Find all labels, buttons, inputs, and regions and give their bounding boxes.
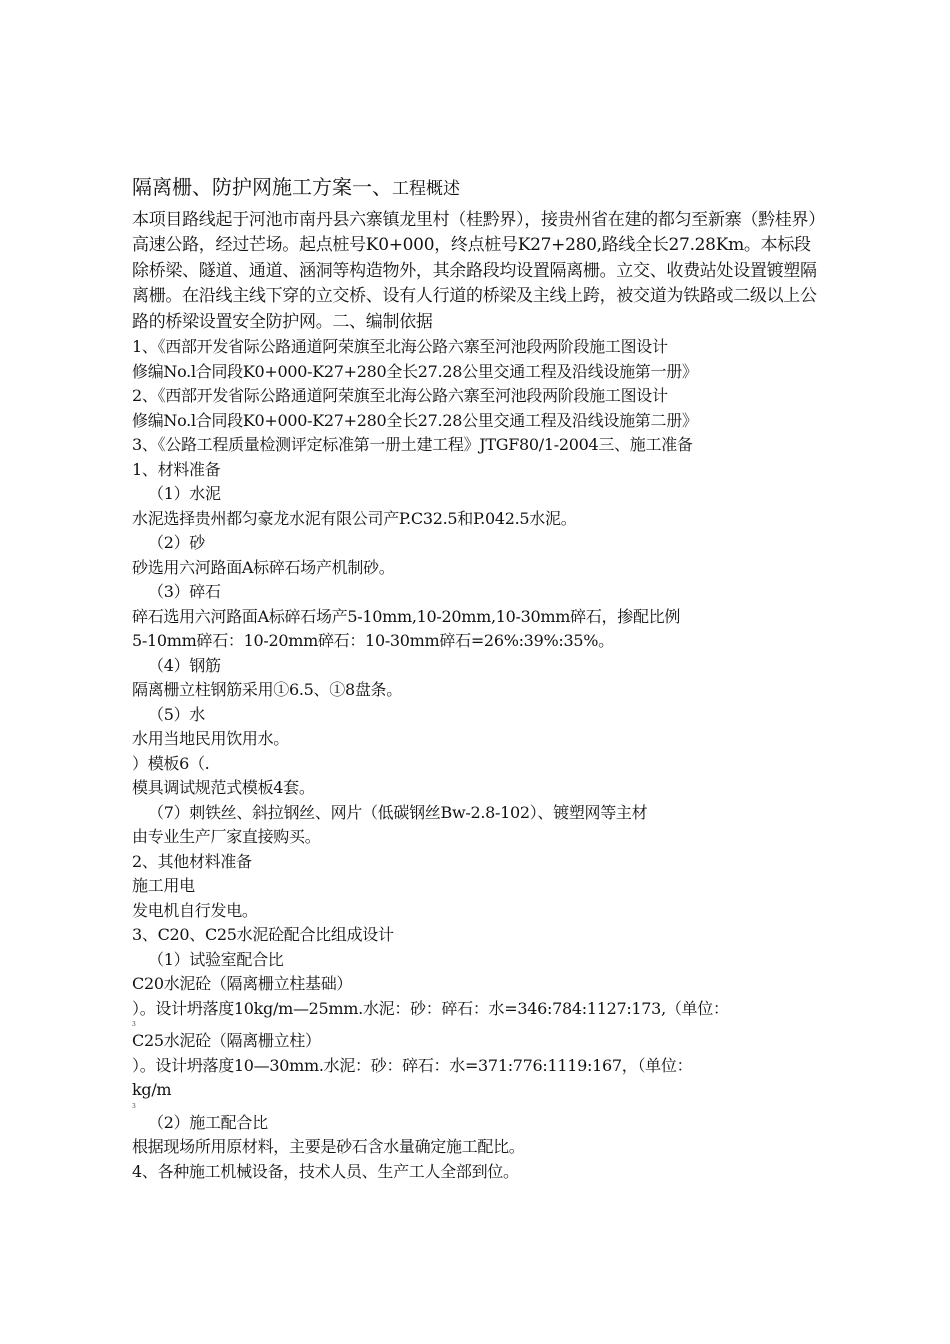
text-line: 5-10mm碎石：10-20mm碎石：10-30mm碎石=26%:39%:35%。 bbox=[132, 631, 614, 651]
text-line: 砂选用六河路面A标碎石场产机制砂。 bbox=[132, 557, 395, 577]
text-line: C25水泥砼（隔离栅立柱） bbox=[132, 1031, 321, 1051]
document-page bbox=[132, 172, 822, 1184]
text-line: C20水泥砼（隔离栅立柱基础） bbox=[132, 974, 353, 994]
text-line: 修编No.l合同段K0+000-K27+280全长27.28公里交通工程及沿线设施第二册》 bbox=[132, 410, 698, 430]
text-line: （4）钢筋 bbox=[148, 655, 221, 675]
text-line: 2、《西部开发省际公路通道阿荣旗至北海公路六寨至河池段两阶段施工图设计 bbox=[132, 386, 668, 406]
intro-paragraph: 本项目路线起于河池市南丹县六寨镇龙里村（桂黔界），接贵州省在建的都匀至新寨（黔桂界）高速公路，经过芒场。起点桩号K0+000，终点桩号K27+280,路线全长27.28Km。本标段除桥梁、隧道、通道、涵洞等构造物外，其余路段均设置隔离栅。立交、收费站处设置镀塑隔离栅。在沿线主线下穿的立交桥、设有人行道的桥梁及主线上跨，被交道为铁路或二级以上公路的桥梁设置安全防护网。二、编制依据 bbox=[132, 210, 817, 332]
text-line: 修编No.l合同段K0+000-K27+280全长27.28公里交通工程及沿线设施第一册》 bbox=[132, 361, 698, 381]
text-line: 1、《西部开发省际公路通道阿荣旗至北海公路六寨至河池段两阶段施工图设计 bbox=[132, 337, 668, 357]
text-line: 3、《公路工程质量检测评定标准第一册土建工程》JTGF80/1-2004三、施工准备 bbox=[132, 435, 693, 455]
document-title bbox=[132, 172, 822, 204]
text-line: 2、其他材料准备 bbox=[132, 851, 252, 871]
text-line: 模具调试规范式模板4套。 bbox=[132, 778, 315, 798]
text-line: （7）刺铁丝、斜拉钢丝、网片（低碳钢丝Bw-2.8-102）、镀塑网等主材 bbox=[148, 802, 648, 822]
text-line: ）。设计坍落度10kg/m—25mm.水泥：砂：碎石：水=346:784:1127:173,（单位： bbox=[132, 998, 729, 1018]
text-line: 3、C20、C25水泥砼配合比组成设计 bbox=[132, 925, 394, 945]
superscript-mark: 3 bbox=[132, 1021, 136, 1029]
text-line: （2）施工配合比 bbox=[148, 1112, 268, 1132]
superscript-mark: 3 bbox=[132, 1102, 136, 1110]
text-line: 4、各种施工机械设备，技术人员、生产工人全部到位。 bbox=[132, 1161, 519, 1181]
text-line: 根据现场所用原材料，主要是砂石含水量确定施工配比。 bbox=[132, 1137, 525, 1157]
text-line: （1）水泥 bbox=[148, 484, 221, 504]
text-line: 水用当地民用饮用水。 bbox=[132, 729, 290, 749]
title-sub: 工程概述 bbox=[392, 179, 460, 199]
text-line: 由专业生产厂家直接购买。 bbox=[132, 827, 321, 847]
text-line: （3）碎石 bbox=[148, 582, 221, 602]
text-line: 碎石选用六河路面A标碎石场产5-10mm,10-20mm,10-30mm碎石，掺配比例 bbox=[132, 606, 681, 626]
text-line: ）。设计坍落度10—30mm.水泥：砂：碎石：水=371:776:1119:167，（单位： bbox=[132, 1055, 693, 1075]
text-line: 隔离栅立柱钢筋采用①6.5、①8盘条。 bbox=[132, 680, 402, 700]
text-line: （2）砂 bbox=[148, 533, 205, 553]
text-line: （1）试验室配合比 bbox=[148, 949, 284, 969]
body-lines bbox=[132, 335, 822, 1184]
text-line: 施工用电 bbox=[132, 876, 195, 896]
text-line: （5）水 bbox=[148, 704, 205, 724]
text-line: 发电机自行发电。 bbox=[132, 900, 258, 920]
text-line: ）模板6（. bbox=[132, 753, 210, 773]
title-main: 隔离栅、防护网施工方案一、 bbox=[132, 175, 392, 199]
text-line: kg/m bbox=[132, 1080, 172, 1100]
text-line: 1、材料准备 bbox=[132, 459, 221, 479]
text-line: 水泥选择贵州都匀豪龙水泥有限公司产P.C32.5和P.042.5水泥。 bbox=[132, 508, 577, 528]
